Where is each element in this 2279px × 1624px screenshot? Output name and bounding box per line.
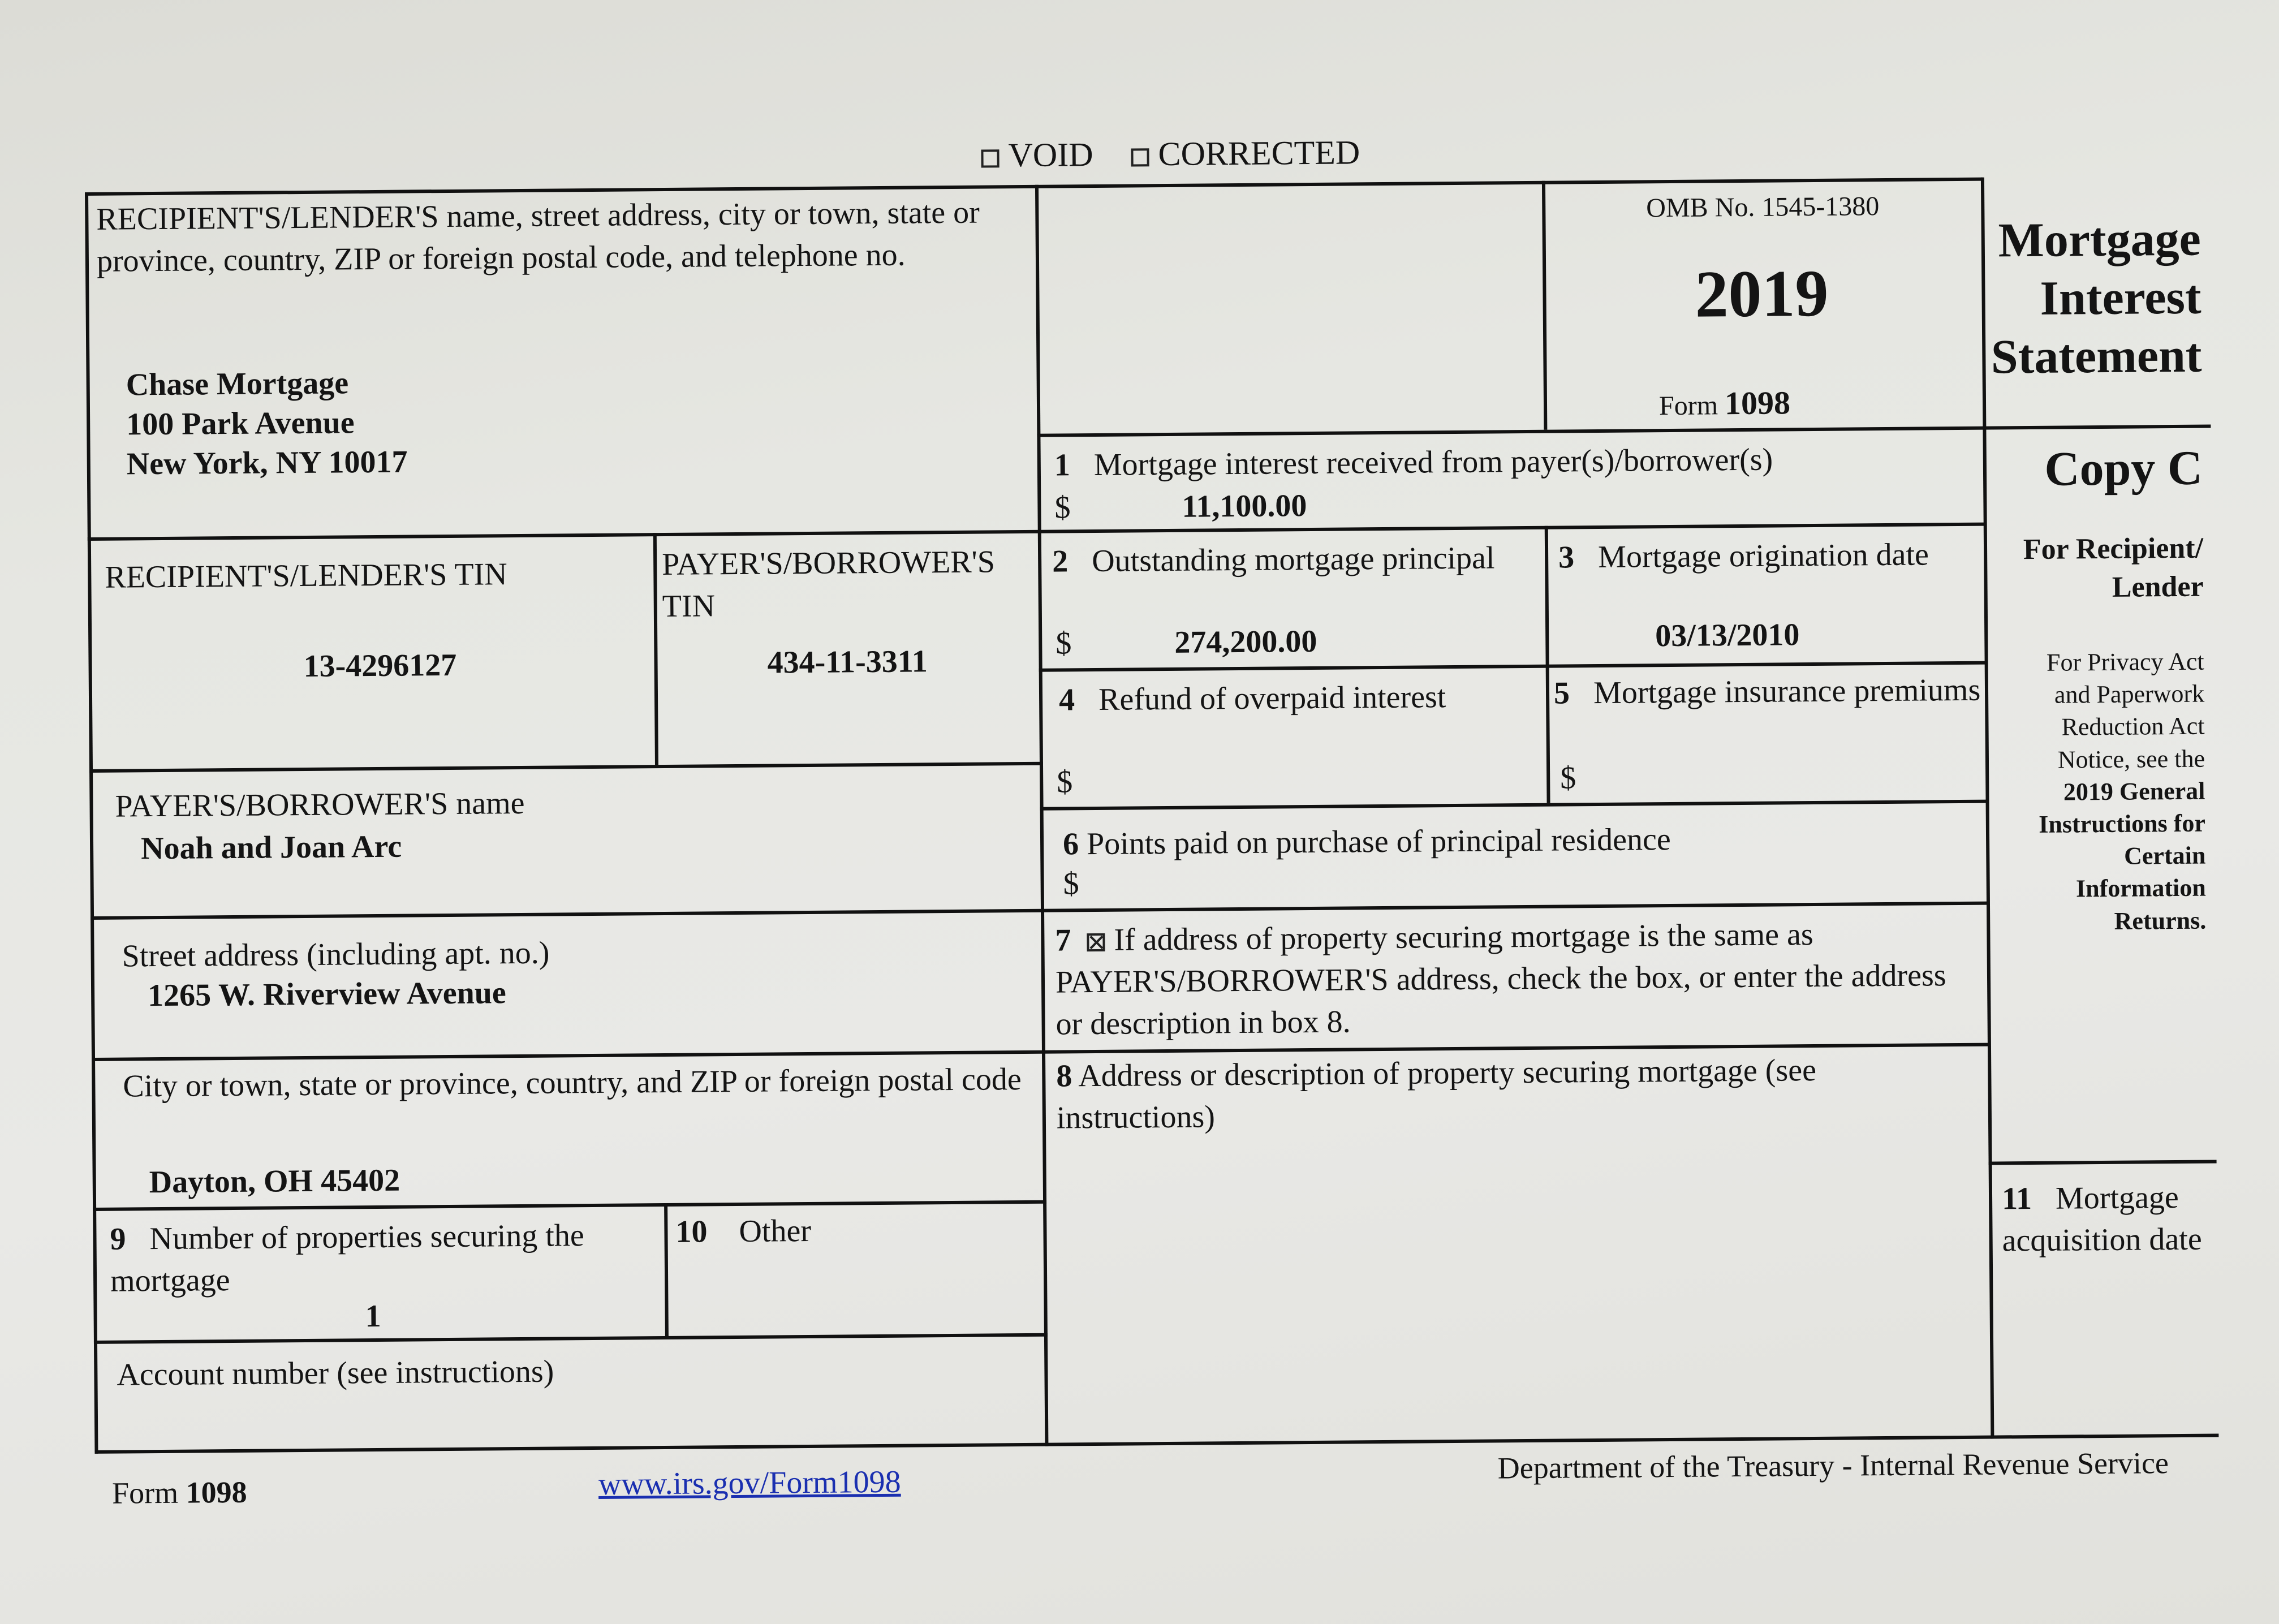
copy-for	[2023, 529, 2204, 608]
form-title-line3: Statement	[1991, 328, 2202, 384]
box1-value: 11,100.00	[1182, 488, 1307, 524]
box7-label	[1055, 913, 1961, 1045]
account-number-label: Account number (see instructions)	[117, 1354, 554, 1393]
tax-year: 2019	[1694, 256, 1829, 331]
box2-currency: $	[1056, 626, 1072, 661]
void-checkbox[interactable]	[981, 149, 999, 167]
form-title-line2: Interest	[2040, 269, 2202, 326]
footer-department: Department of the Treasury - Internal Revenue Service	[1497, 1446, 2169, 1485]
box2-text: Outstanding mortgage principal	[1091, 540, 1495, 579]
recipient-city: New York, NY 10017	[126, 444, 408, 482]
box5-currency: $	[1559, 760, 1576, 796]
border-left	[85, 192, 98, 1454]
omb-number: OMB No. 1545-1380	[1646, 191, 1880, 223]
form-1098	[85, 133, 2222, 1510]
box4-label	[1059, 677, 1446, 721]
irs-form-link[interactable]: www.irs.gov/Form1098	[598, 1464, 901, 1502]
corrected-label: CORRECTED	[1158, 133, 1360, 173]
box4-number: 4	[1058, 682, 1075, 718]
box1-number: 1	[1054, 447, 1071, 483]
box10-number: 10	[675, 1214, 708, 1250]
recipient-street: 100 Park Avenue	[126, 405, 355, 442]
box5-text: Mortgage insurance premiums	[1593, 672, 1981, 711]
box6-currency: $	[1063, 866, 1079, 902]
form-title-line1: Mortgage	[1998, 211, 2202, 268]
footer-form-prefix: Form	[111, 1475, 179, 1510]
box10-text: Other	[739, 1213, 812, 1249]
box2-value: 274,200.00	[1174, 623, 1317, 660]
footer-form-number: 1098	[186, 1475, 247, 1510]
copy-for-line1: For Recipient/	[2023, 532, 2204, 566]
line-box6-top	[1040, 800, 1988, 811]
box11-number: 11	[2001, 1181, 2032, 1217]
box8-text: Address or description of property securing mortgage (see instructions)	[1056, 1053, 1817, 1136]
payer-city-label: City or town, state or province, country, and ZIP or foreign postal code	[123, 1062, 1022, 1104]
form-number-top: 1098	[1724, 384, 1791, 422]
box3-label	[1558, 534, 1929, 579]
line-account-top	[94, 1333, 1048, 1344]
box5-label	[1554, 670, 1984, 715]
copy-for-line2: Lender	[2112, 570, 2204, 604]
divider-box9-10	[664, 1203, 669, 1339]
box6-text: Points paid on purchase of principal residence	[1086, 822, 1671, 862]
divider-tins	[653, 533, 658, 765]
divider-center	[1035, 185, 1049, 1446]
box3-text: Mortgage origination date	[1597, 537, 1929, 575]
recipient-label: RECIPIENT'S/LENDER'S name, street address, city or town, state or province, country, ZIP or foreign postal code, and telephone no.	[96, 195, 980, 279]
box5-number: 5	[1553, 675, 1570, 711]
box10-label	[675, 1211, 811, 1253]
box11-label	[2002, 1177, 2206, 1263]
payer-street-value: 1265 W. Riverview Avenue	[147, 975, 506, 1014]
box11-text: Mortgage acquisition date	[2002, 1179, 2202, 1259]
box1-currency: $	[1054, 490, 1071, 525]
privacy-notice	[2011, 645, 2206, 938]
void-checkbox-group[interactable]	[981, 132, 1093, 178]
box4-currency: $	[1056, 764, 1073, 800]
payer-tin-value: 434-11-3311	[767, 644, 928, 680]
box2-number: 2	[1052, 544, 1069, 579]
box4-text: Refund of overpaid interest	[1098, 679, 1446, 717]
form-id-top	[1659, 381, 1791, 425]
void-label: VOID	[1008, 135, 1093, 174]
title-bottom-line	[1983, 424, 2211, 429]
box7-text: If address of property securing mortgage is the same as PAYER'S/BORROWER'S address, check the box, or enter the address or description in box 8.	[1055, 917, 1946, 1042]
box9-value: 1	[365, 1298, 381, 1334]
line-box1-top	[1037, 427, 1985, 437]
box8-label	[1056, 1049, 1962, 1139]
box3-value: 03/13/2010	[1655, 617, 1800, 654]
corrected-checkbox[interactable]	[1131, 148, 1149, 166]
privacy-notice-plain: For Privacy Act and Paperwork Reduction Act Notice, see the	[2046, 647, 2205, 774]
payer-name-value: Noah and Joan Arc	[140, 829, 402, 867]
box9-text: Number of properties securing the mortgage	[110, 1218, 584, 1299]
payer-name-label: PAYER'S/BORROWER'S name	[115, 785, 525, 824]
box6-number: 6	[1062, 826, 1079, 862]
box1-text: Mortgage interest received from payer(s)/borrower(s)	[1093, 442, 1773, 483]
box6-label	[1063, 819, 1671, 865]
box7-number: 7	[1055, 923, 1071, 958]
recipient-tin-label: RECIPIENT'S/LENDER'S TIN	[105, 557, 507, 595]
recipient-name: Chase Mortgage	[126, 365, 349, 403]
box7-checkbox[interactable]	[1087, 933, 1105, 951]
corrected-checkbox-group[interactable]	[1131, 130, 1360, 176]
footer-form-id	[112, 1472, 247, 1514]
box1-label	[1054, 440, 1773, 487]
divider-omb-left	[1542, 181, 1547, 430]
box2-label	[1052, 537, 1539, 583]
box9-label	[110, 1214, 653, 1302]
payer-city-value: Dayton, OH 45402	[149, 1162, 400, 1200]
form-title	[1990, 210, 2202, 386]
box8-number: 8	[1056, 1058, 1072, 1094]
form-prefix-top: Form	[1658, 390, 1718, 421]
box11-top-line	[1989, 1160, 2217, 1165]
payer-tin-label: PAYER'S/BORROWER'S TIN	[661, 544, 996, 624]
privacy-notice-bold: 2019 General Instructions for Certain Information Returns.	[2039, 777, 2207, 935]
box3-number: 3	[1558, 540, 1575, 575]
recipient-tin-value: 13-4296127	[303, 647, 457, 684]
line-payer-name-top	[89, 762, 1043, 773]
copy-title: Copy C	[2044, 440, 2203, 496]
payer-street-label: Street address (including apt. no.)	[122, 935, 550, 974]
box9-number: 9	[110, 1221, 126, 1257]
